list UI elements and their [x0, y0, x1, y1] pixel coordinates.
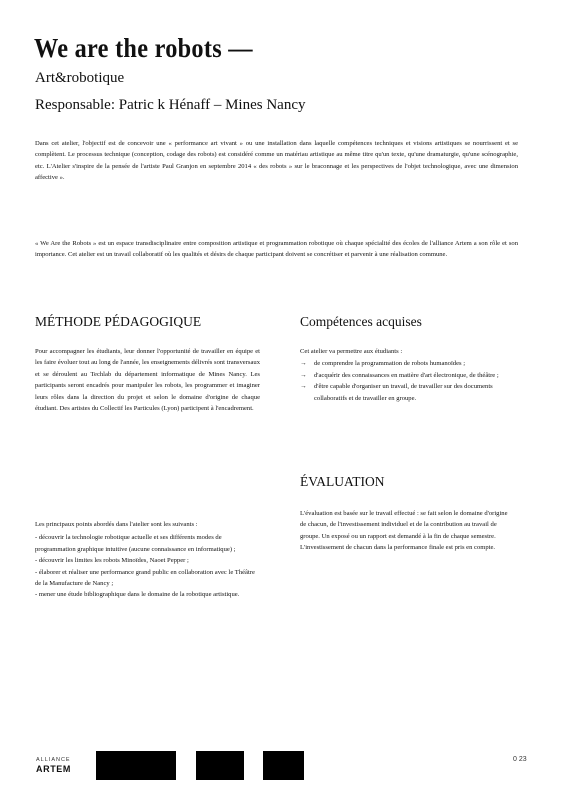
page-subtitle: Art&robotique — [35, 70, 125, 86]
competences-list — [300, 358, 515, 404]
logo-alliance-text: ALLIANCE — [36, 757, 71, 763]
intro-paragraph-1: Dans cet atelier, l'objectif est de concevoir une « performance art vivant » ou une installation dans laquelle compétences techniques et visions artistiques se nourrissent et se complètent. Le processus technique (conception, codage des robots) est considéré comme un matériau artistique au même titre qu'un texte, qu'une dramaturgie, qu'une scénographie, etc. L'Atelier s'inspire de la pensée de l'artiste Paul Granjon en septembre 2014 « des robots » sur le braconnage et les perspectives de l'objet technologique, avec une dimension affective ». — [35, 140, 518, 182]
competences-item-text: d'acquérir des connaissances en matière d'art électronique, de théâtre ; — [314, 371, 499, 379]
page-number: 0 23 — [513, 756, 527, 763]
methode-list-item: - découvrir les limites les robots Minoïdes, Naoet Pepper ; — [35, 557, 189, 565]
competences-list-item — [300, 358, 515, 369]
competences-list-item — [300, 370, 515, 381]
methode-list — [35, 519, 260, 601]
evaluation-heading: ÉVALUATION — [300, 474, 385, 489]
logo-artem-text: ARTEM — [36, 764, 71, 774]
redacted-block — [96, 751, 176, 780]
responsable-line: Responsable: Patric k Hénaff – Mines Nancy — [35, 97, 306, 113]
competences-item-text: d'être capable d'organiser un travail, de travailler sur des documents collaboratifs et de travailler en groupe. — [314, 383, 493, 402]
methode-paragraph: Pour accompagner les étudiants, leur donner l'opportunité de travailler en équipe et les faire évoluer tout au long de l'année, les enseignements délivrés sont transversaux et se déroulent au Techlab du département informatique de Mines Nancy. Les participants seront encadrés pour manipuler les robots, les programmer et imaginer leurs rôles dans la direction du projet et selon le domaine d'origine de chaque étudiant. Des artistes du Collectif les Particules (Lyon) participent à l'encadrement. — [35, 348, 260, 413]
arrow-right-icon: → — [300, 371, 307, 379]
evaluation-section — [300, 508, 515, 554]
competences-heading: Compétences acquises — [300, 314, 422, 329]
methode-list-intro: Les principaux points abordés dans l'atelier sont les suivants : — [35, 521, 198, 528]
methode-list-item: - découvrir la technologie robotique actuelle et ses différents modes de programmation graphique intuitive (aucune connaissance en informatique) ; — [35, 534, 236, 553]
arrow-right-icon: → — [300, 360, 307, 368]
methode-heading: MÉTHODE PÉDAGOGIQUE — [35, 314, 202, 329]
methode-list-item: - élaborer et réaliser une performance grand public en collaboration avec le Théâtre de la Manufacture de Nancy ; — [35, 568, 255, 588]
methode-section — [35, 346, 260, 426]
methode-list-item: - mener une étude bibliographique dans le domaine de la robotique artistique. — [35, 591, 240, 599]
artem-logo — [36, 756, 76, 775]
evaluation-paragraph-1: L'évaluation est basée sur le travail effectué : se fait selon le domaine d'origine de chacun, de l'investissement individuel et de la contribution au travail de groupe. Un exposé ou un rapport est demandé à la fin de chaque semestre. — [300, 510, 508, 540]
competences-intro: Cet atelier va permettre aux étudiants : — [300, 348, 403, 355]
competences-item-text: de comprendre la programmation de robots humanoïdes ; — [314, 360, 466, 368]
evaluation-paragraph-2: L'investissement de chacun dans la performance finale est pris en compte. — [300, 544, 496, 552]
intro-paragraph-2: « We Are the Robots » est un espace transdisciplinaire entre composition artistique et programmation robotique où chaque spécialité des écoles de l'alliance Artem a son rôle et son importance. Cet atelier est un travail collaboratif où les qualités et désirs de chaque participant doivent se concrétiser et parvenir à une réalisation commune. — [35, 240, 518, 259]
arrow-right-icon: → — [300, 383, 307, 391]
redacted-block — [196, 751, 244, 780]
competences-list-item — [300, 381, 515, 404]
competences-section — [300, 346, 515, 404]
page-title: We are the robots — — [34, 33, 253, 63]
redacted-block — [263, 751, 304, 780]
